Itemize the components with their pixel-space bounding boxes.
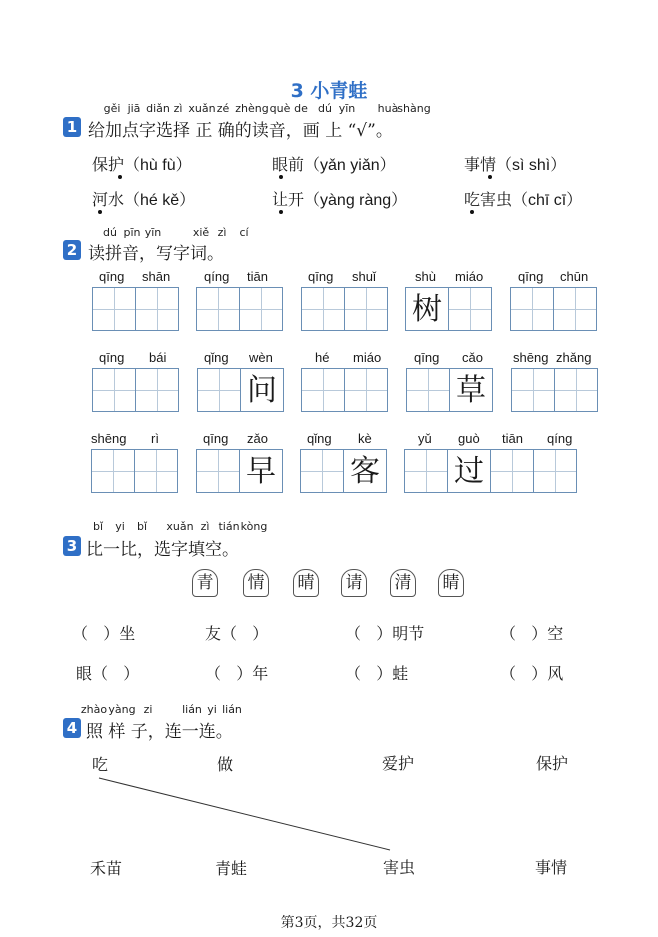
option-character: 请 [339,568,369,598]
pinyin: yàng [108,703,136,716]
option-character: 晴 [291,568,321,598]
q1-word: 河水 [92,190,125,209]
pinyin: yi [115,520,125,533]
fill-blank[interactable]: 友（ ） [205,624,269,643]
pinyin: qǐng [204,350,229,365]
filled-character: 草 [450,369,492,411]
option-character: 清 [388,568,418,598]
pinyin: zé [216,102,230,115]
option-character: 情 [241,568,271,598]
pinyin: qīng [518,269,544,284]
pinyin: gěi [103,102,121,115]
q1-heading: 给加点字选择 正 确的读音，画 上 “√”。 [88,121,393,141]
pinyin: miáo [353,350,382,365]
match-bottom-word[interactable]: 害虫 [383,858,416,877]
pinyin: shēng [91,431,127,446]
pinyin: bǐ [136,520,148,533]
q1-options[interactable]: （yàng ràng） [304,192,408,209]
pinyin: qǐng [307,431,332,446]
q2-heading: 读拼音，写字词。 [88,244,224,264]
pinyin: yǔ [418,431,432,446]
pinyin: kòng [240,520,268,533]
q1-options[interactable]: （yǎn yiǎn） [304,157,396,174]
pinyin: wèn [249,350,273,365]
pinyin: zhèng [235,102,269,115]
pinyin: xuǎn [188,102,216,115]
pinyin: diǎn [146,102,170,115]
q3-number-badge: 3 [63,536,81,556]
pinyin: shān [142,269,171,284]
match-bottom-word[interactable]: 禾苗 [90,859,123,878]
pinyin: yīn [144,226,162,239]
match-top-word[interactable]: 保护 [536,754,569,773]
fill-blank[interactable]: （ ）空 [500,624,564,643]
page-title: 3 小青蛙 [290,80,368,102]
q1-options[interactable]: （hù fù） [124,157,192,174]
pinyin: shù [415,269,436,284]
pinyin: tiān [502,431,523,446]
pinyin: qīng [99,269,125,284]
pinyin: cǎo [462,350,483,365]
match-top-word[interactable]: 吃 [92,755,109,774]
pinyin: shēng [513,350,549,365]
pinyin: tiān [247,269,268,284]
match-top-word[interactable]: 做 [217,755,234,774]
fill-blank[interactable]: （ ）坐 [72,624,136,643]
pinyin: de [294,102,308,115]
match-top-word[interactable]: 爱护 [382,754,415,773]
pinyin: kè [358,431,372,446]
example-match-line [99,778,390,850]
q3-heading: 比一比，选字填空。 [86,540,239,560]
pinyin: zhǎng [556,350,592,365]
fill-blank[interactable]: 眼（ ） [76,664,140,683]
match-bottom-word[interactable]: 青蛙 [215,859,248,878]
pinyin: zì [173,102,183,115]
option-character: 青 [190,568,220,598]
q4-heading: 照 样 子，连一连。 [86,722,233,742]
q1-options[interactable]: （sì shì） [496,157,567,174]
pinyin: qīng [203,431,229,446]
pinyin: rì [151,431,159,446]
pinyin: bái [149,350,167,365]
pinyin: qīng [414,350,440,365]
pinyin: yīn [338,102,356,115]
pinyin: hé [315,350,330,365]
pinyin: zì [217,226,227,239]
q2-number-badge: 2 [63,240,81,260]
pinyin: dú [103,226,117,239]
pinyin: qīng [308,269,334,284]
fill-blank[interactable]: （ ）风 [500,664,564,683]
q1-options[interactable]: （chī cī） [512,192,583,209]
pinyin: guò [458,431,480,446]
pinyin: pīn [123,226,141,239]
fill-blank[interactable]: （ ）年 [205,664,269,683]
q1-word: 事情 [464,155,497,174]
pinyin: zhào [80,703,108,716]
pinyin: zì [200,520,210,533]
q1-number-badge: 1 [63,117,81,137]
q1-word: 眼前 [272,155,305,174]
pinyin: dú [318,102,332,115]
fill-blank[interactable]: （ ）蛙 [345,664,409,683]
pinyin: què [269,102,291,115]
pinyin: bǐ [92,520,104,533]
pinyin: zǎo [247,431,268,446]
pinyin: shuǐ [352,269,376,284]
pinyin: tián [218,520,240,533]
q1-word: 让开 [272,190,305,209]
pinyin: miáo [455,269,484,284]
pinyin: zi [143,703,153,716]
pinyin: xuǎn [166,520,194,533]
filled-character: 早 [240,450,282,492]
pinyin: qīng [99,350,125,365]
pinyin: chūn [560,269,589,284]
pinyin: qíng [547,431,573,446]
pinyin: lián [182,703,202,716]
q1-word: 吃害虫 [464,190,513,209]
pinyin: lián [222,703,242,716]
filled-character: 问 [241,369,283,411]
option-character: 睛 [436,568,466,598]
q1-options[interactable]: （hé kě） [124,192,196,209]
filled-character: 客 [344,450,386,492]
q4-number-badge: 4 [63,718,81,738]
pinyin: jiā [127,102,141,115]
pinyin: shàng [397,102,431,115]
page-number: 第3页，共32页 [280,915,378,931]
pinyin: huà [377,102,399,115]
filled-character: 树 [406,288,448,330]
q1-word: 保护 [92,155,125,174]
pinyin: yi [207,703,217,716]
filled-character: 过 [448,450,490,492]
fill-blank[interactable]: （ ）明节 [345,624,425,643]
pinyin: xiě [192,226,210,239]
pinyin: qíng [204,269,230,284]
match-bottom-word[interactable]: 事情 [535,858,568,877]
pinyin: cí [239,226,249,239]
